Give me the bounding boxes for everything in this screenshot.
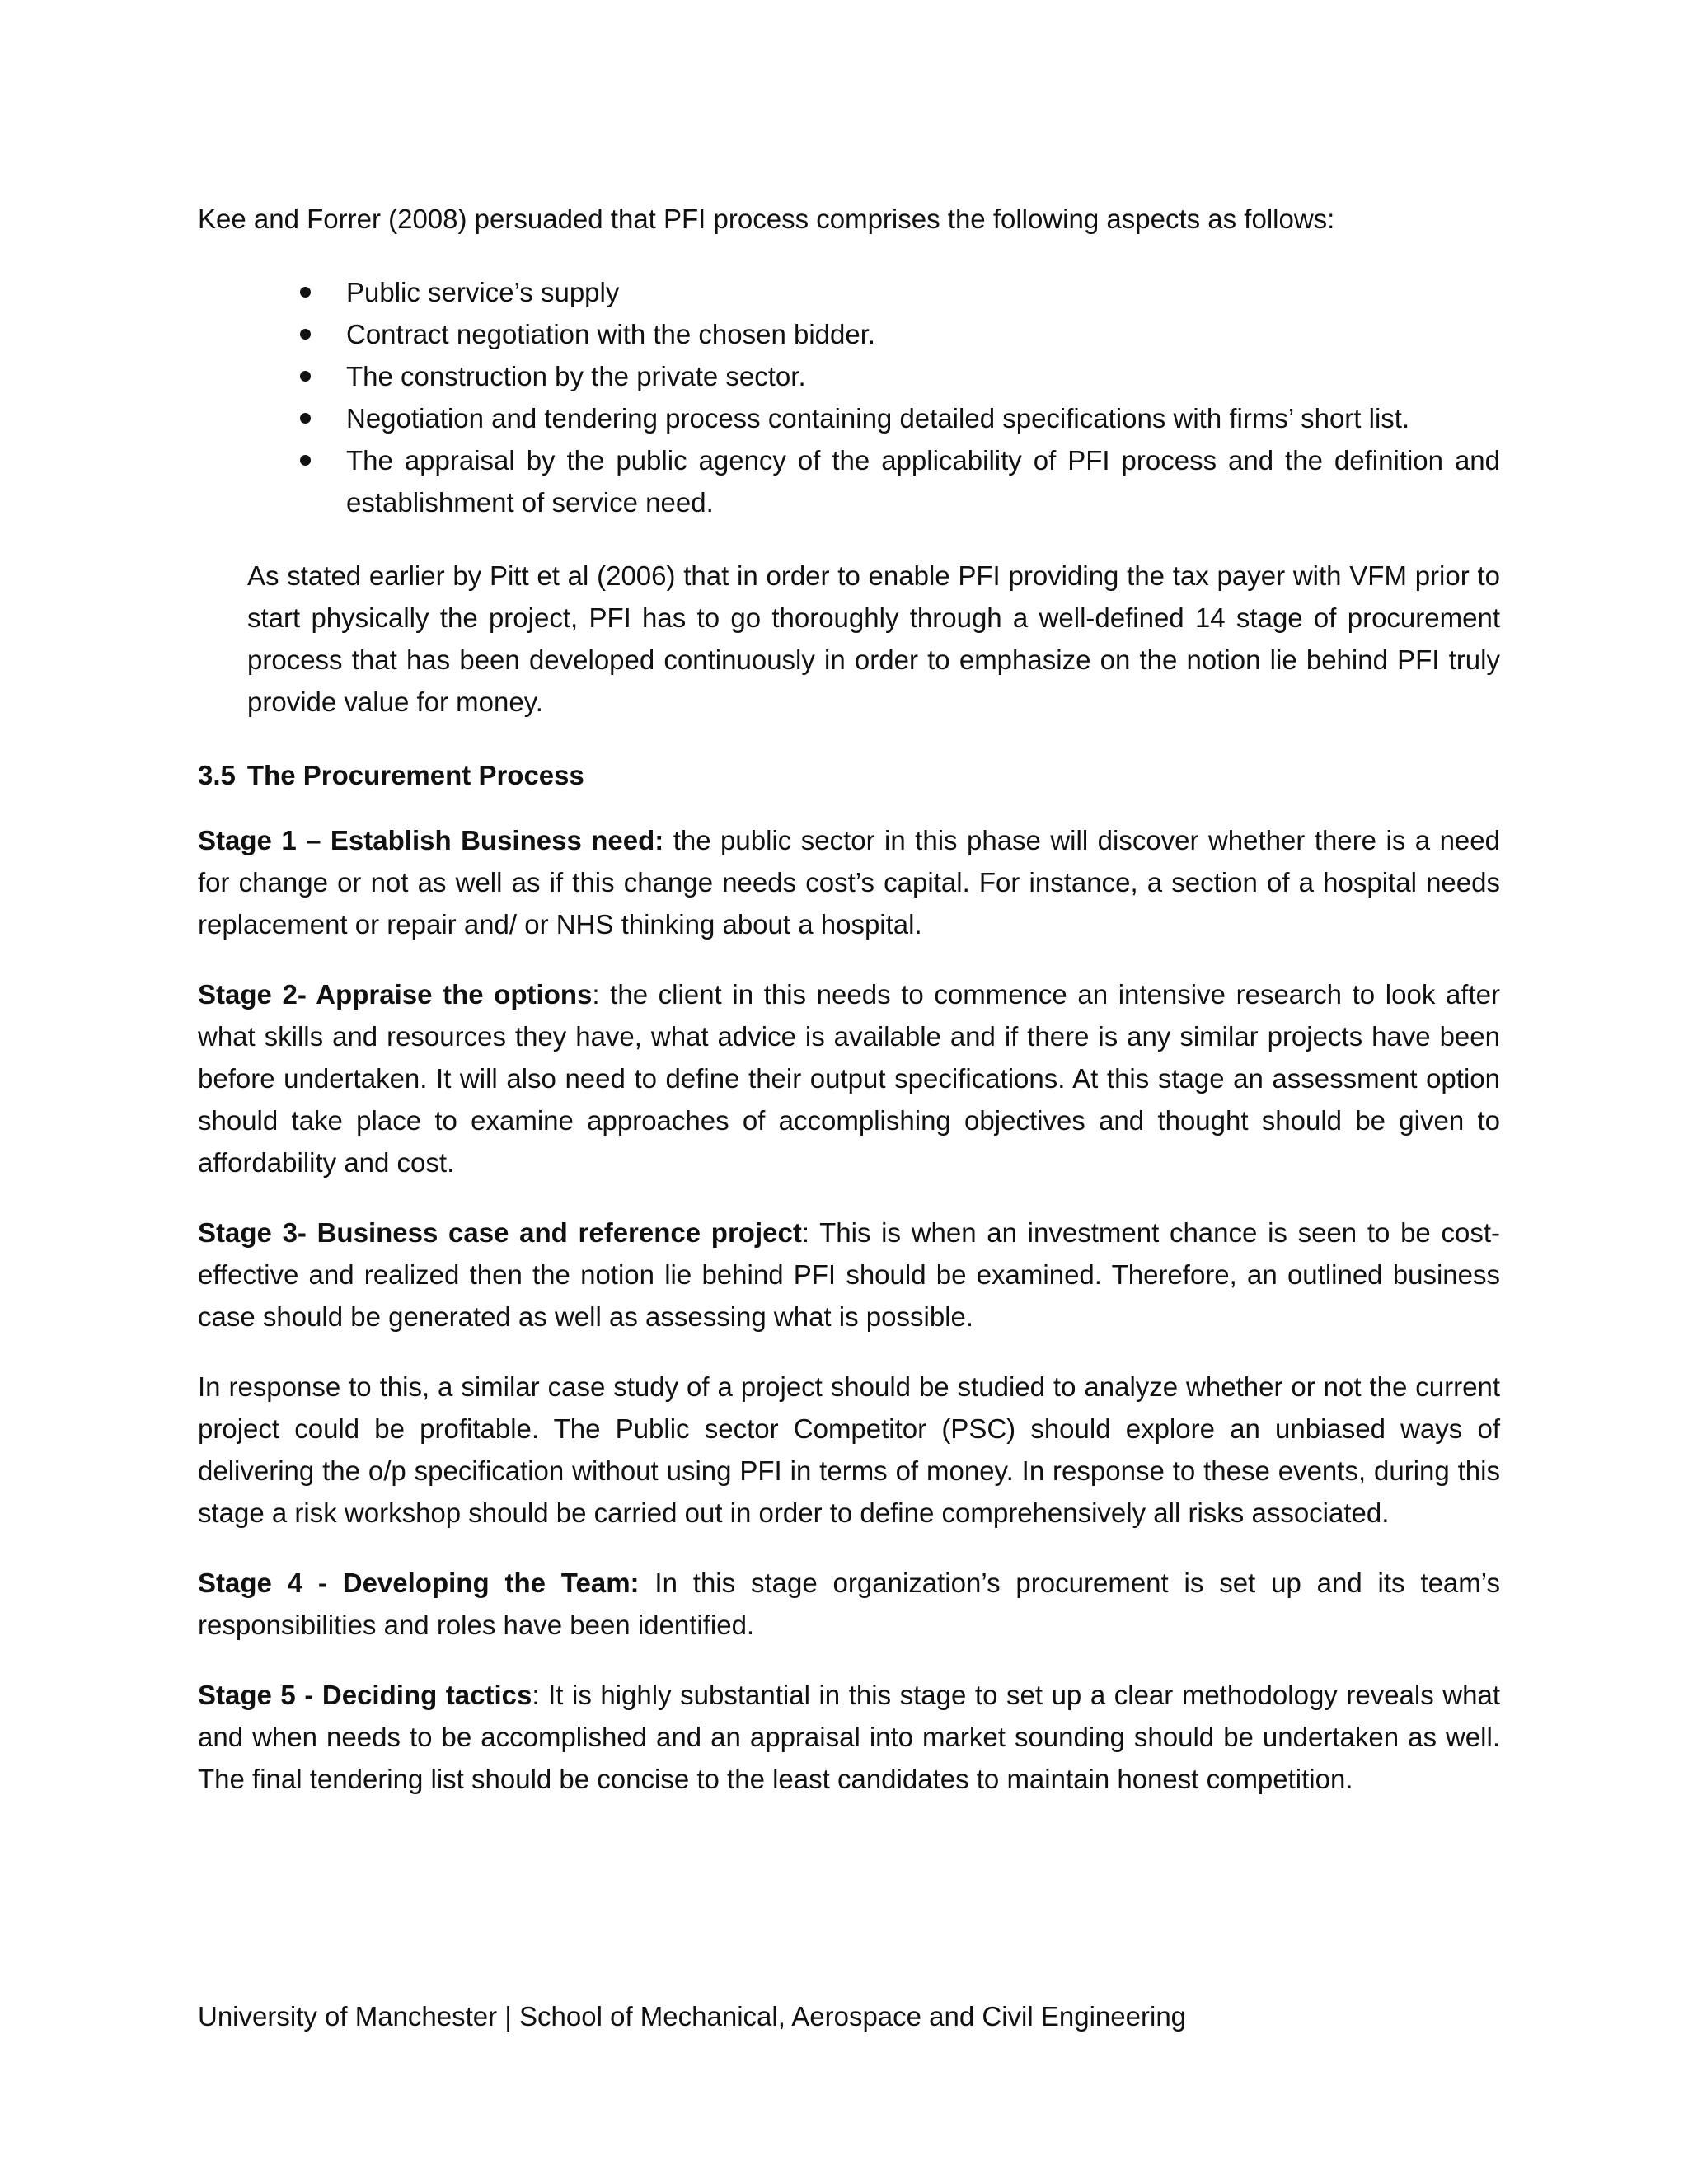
list-item-text: Contract negotiation with the chosen bidder.: [346, 319, 876, 349]
bullet-icon: [300, 287, 311, 298]
stage-2-text: : the client in this needs to commence an intensive research to look after what skills and resources they have, what advice is available and if there is any similar projects have been before undertaken. It will also need to define their output specifications. At this stage an assessment option should take place to examine approaches of accomplishing objectives and thought should be given to affordability and cost.: [198, 979, 1500, 1178]
stage-4-text: In this stage organization’s procurement is set up and its team’s responsibilities and roles have been identified.: [198, 1568, 1500, 1640]
stage-5-text: : It is highly substantial in this stage to set up a clear methodology reveals what and when needs to be accomplished and an appraisal into market sounding should be undertaken as well. The final tendering list should be concise to the least candidates to maintain honest competition.: [198, 1680, 1500, 1794]
list-item-text: The construction by the private sector.: [346, 361, 806, 391]
bullet-icon: [300, 329, 311, 340]
list-item: [346, 439, 1500, 523]
list-item: [346, 271, 1500, 313]
section-heading: [198, 754, 1500, 796]
indented-paragraph: As stated earlier by Pitt et al (2006) that in order to enable PFI providing the tax payer with VFM prior to start physically the project, PFI has to go thoroughly through a well-defined 14 stage of procurement process that has been developed continuously in order to emphasize on the notion lie behind PFI truly provide value for money.: [247, 560, 1500, 717]
response-paragraph: In response to this, a similar case study of a project should be studied to analyze whether or not the current project could be profitable. The Public sector Competitor (PSC) should explore an unbiased ways of delivering the o/p specification without using PFI in terms of money. In response to these events, during this stage a risk workshop should be carried out in order to define comprehensively all risks associated.: [198, 1371, 1500, 1528]
list-item: [346, 313, 1500, 355]
stage-5-paragraph: [198, 1674, 1500, 1800]
intro-paragraph: Kee and Forrer (2008) persuaded that PFI process comprises the following aspects as follows:: [198, 204, 1335, 234]
list-item-text: Public service’s supply: [346, 277, 620, 307]
stage-3-paragraph: [198, 1212, 1500, 1338]
stage-2-paragraph: [198, 973, 1500, 1183]
page-content: [198, 198, 1500, 1828]
stage-2-label: Stage 2- Appraise the options: [198, 979, 593, 1010]
stage-5-label: Stage 5 - Deciding tactics: [198, 1680, 532, 1710]
bullet-icon: [300, 371, 311, 382]
aspects-list: [198, 271, 1500, 523]
stage-1-label: Stage 1 – Establish Business need:: [198, 825, 664, 855]
section-title: The Procurement Process: [246, 760, 584, 790]
list-item-text: Negotiation and tendering process containing detailed specifications with firms’ short list.: [346, 403, 1410, 434]
stage-3-text: : This is when an investment chance is seen to be cost-effective and realized then the notion lie behind PFI should be examined. Therefore, an outlined business case should be generated as well as assessing what is possible.: [198, 1217, 1500, 1332]
list-item-text: The appraisal by the public agency of the applicability of PFI process and the definition and establishment of service need.: [346, 445, 1500, 518]
page-footer: University of Manchester | School of Mechanical, Aerospace and Civil Engineering: [198, 2001, 1187, 2032]
stage-4-paragraph: [198, 1562, 1500, 1646]
bullet-icon: [300, 455, 311, 466]
list-item: [346, 355, 1500, 397]
stage-3-label: Stage 3- Business case and reference project: [198, 1217, 802, 1248]
stage-1-paragraph: [198, 819, 1500, 945]
stage-4-label: Stage 4 - Developing the Team:: [198, 1568, 640, 1598]
stage-1-text: the public sector in this phase will discover whether there is a need for change or not as well as if this change needs cost’s capital. For instance, a section of a hospital needs replacement or repair and/ or NHS thinking about a hospital.: [198, 825, 1500, 940]
list-item: [346, 397, 1500, 439]
bullet-icon: [300, 413, 311, 424]
section-number: 3.5: [198, 760, 236, 790]
